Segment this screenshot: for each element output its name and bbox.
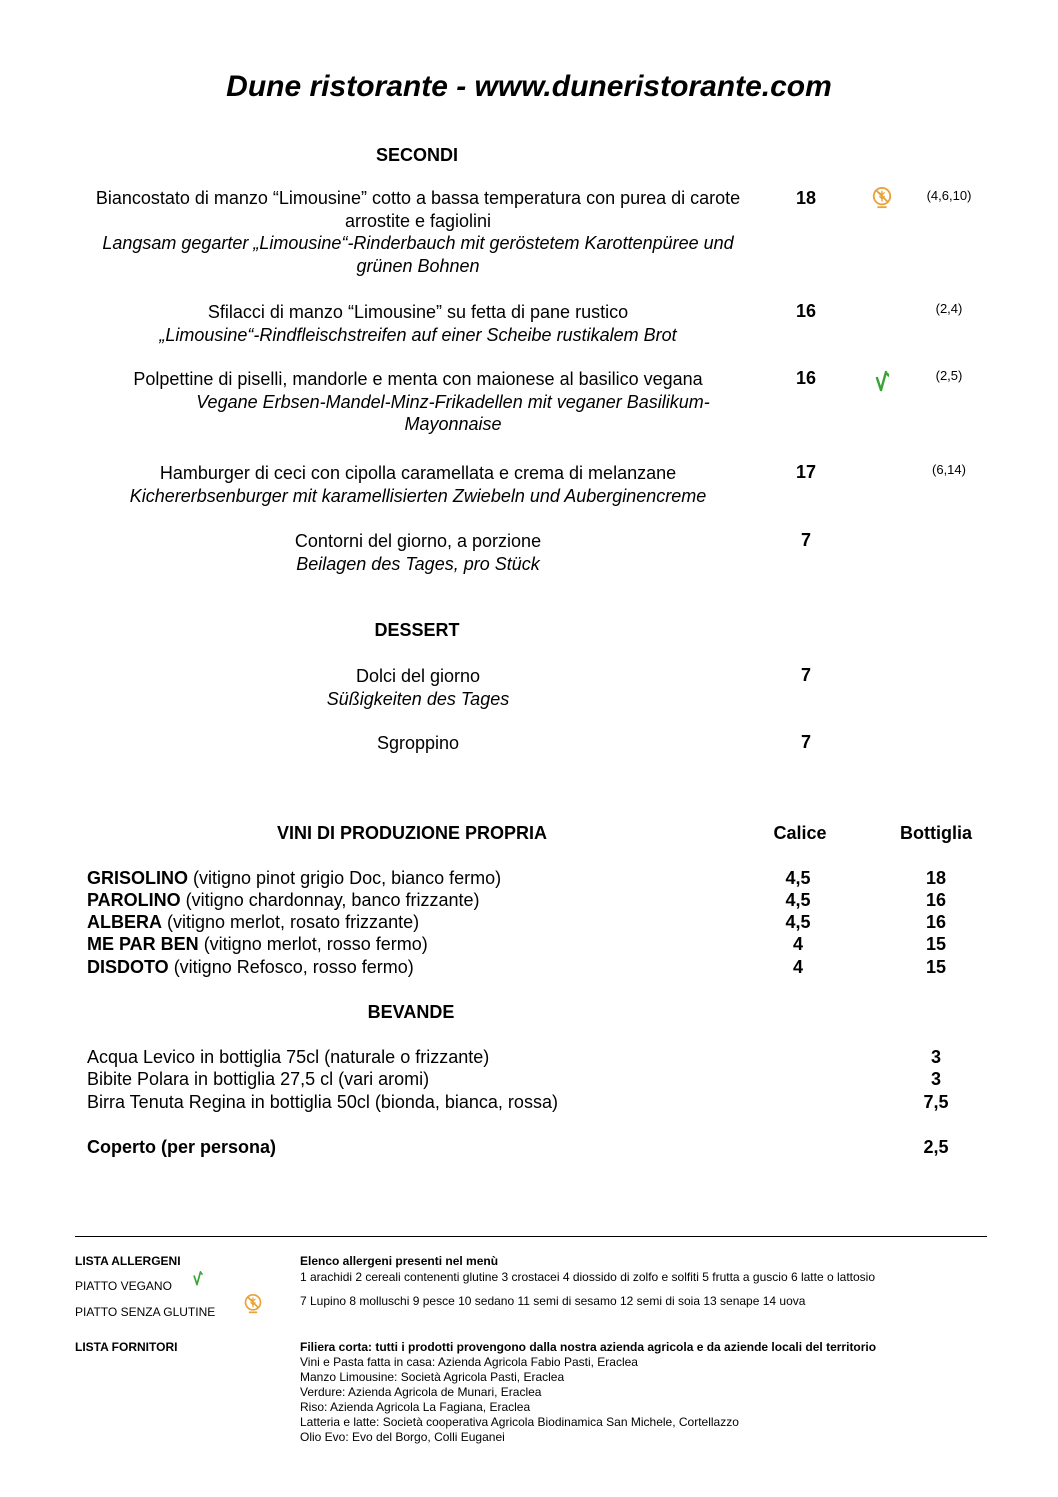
supplier-item: Vini e Pasta fatta in casa: Azienda Agricola Fabio Pasti, Eraclea — [300, 1355, 638, 1369]
wine-glass-price: 4,5 — [785, 890, 811, 910]
drink-price: 7,5 — [923, 1092, 949, 1112]
dish-price: 7 — [800, 665, 811, 685]
wine-bottle-price: 15 — [925, 934, 947, 954]
dish-allergens: (2,4) — [935, 301, 963, 316]
dish-name-it: Dolci del giorno — [355, 666, 481, 686]
wine-item — [87, 957, 414, 978]
dish-name-de: Süßigkeiten des Tages — [326, 688, 510, 709]
column-header-calice: Calice — [773, 823, 827, 843]
coperto-price: 2,5 — [923, 1137, 949, 1157]
dish-name-it: Sfilacci di manzo “Limousine” su fetta di pane rustico — [207, 302, 629, 322]
dish-name-it: Biancostato di manzo “Limousine” cotto a bassa temperatura con purea di carote arrostite e fagiolini — [95, 188, 741, 231]
supplier-item: Manzo Limousine: Società Agricola Pasti, Eraclea — [300, 1370, 565, 1384]
drink-item: Bibite Polara in bottiglia 27,5 cl (vari aromi) — [87, 1069, 430, 1089]
dish-name-it: Sgroppino — [376, 733, 460, 753]
wine-name: ALBERA — [87, 912, 162, 932]
dish-item — [80, 368, 756, 436]
vegan-sprout-icon — [190, 1269, 204, 1286]
wine-glass-price: 4 — [792, 957, 803, 977]
vegan-legend-label: PIATTO VEGANO — [75, 1279, 172, 1293]
supplier-item: Riso: Azienda Agricola La Fagiana, Eraclea — [300, 1400, 531, 1414]
dish-allergens: (6,14) — [932, 462, 966, 477]
drink-price: 3 — [930, 1047, 941, 1067]
dish-item — [80, 665, 756, 710]
wine-bottle-price: 15 — [925, 957, 947, 977]
dish-name-de: Beilagen des Tages, pro Stück — [296, 553, 540, 574]
allergen-list-label: LISTA ALLERGENI — [75, 1254, 181, 1268]
dish-name-de: Langsam gegarter „Limousine“-Rinderbauch mit geröstetem Karottenpüree und grünen Bohnen — [102, 233, 734, 276]
drink-item: Acqua Levico in bottiglia 75cl (naturale o frizzante) — [87, 1047, 490, 1067]
footer-divider — [75, 1236, 987, 1237]
dish-allergens: (2,5) — [935, 368, 963, 383]
coperto-label: Coperto (per persona) — [87, 1137, 277, 1157]
gluten-free-icon — [243, 1293, 263, 1315]
drink-price: 3 — [930, 1069, 941, 1089]
wine-desc: (vitigno merlot, rosato frizzante) — [162, 912, 420, 932]
dish-name-de: „Limousine“-Rindfleischstreifen auf einer Scheibe rustikalem Brot — [159, 324, 677, 345]
gluten-free-legend-label: PIATTO SENZA GLUTINE — [75, 1305, 216, 1319]
section-heading-secondi: SECONDI — [375, 145, 458, 165]
dish-item — [80, 462, 756, 507]
wine-item — [87, 912, 419, 933]
supplier-heading: Filiera corta: tutti i prodotti provengono dalla nostra azienda agricola e da aziende locali del territorio — [300, 1340, 877, 1354]
wine-item — [87, 890, 480, 911]
allergen-line: 7 Lupino 8 molluschi 9 pesce 10 sedano 11 semi di sesamo 12 semi di soia 13 senape 14 uova — [300, 1294, 806, 1308]
dish-item — [80, 187, 756, 277]
allergen-heading: Elenco allergeni presenti nel menù — [300, 1254, 499, 1268]
wine-name: DISDOTO — [87, 957, 169, 977]
wine-item — [87, 934, 428, 955]
wine-name: PAROLINO — [87, 890, 181, 910]
dish-allergens: (4,6,10) — [926, 188, 972, 203]
dish-item — [80, 530, 756, 575]
wine-bottle-price: 16 — [925, 890, 947, 910]
wine-glass-price: 4 — [792, 934, 803, 954]
wine-name: GRISOLINO — [87, 868, 189, 888]
column-header-bottiglia: Bottiglia — [900, 823, 972, 843]
dish-name-de: Vegane Erbsen-Mandel-Minz-Frikadellen mit veganer Basilikum-Mayonnaise — [196, 391, 710, 434]
section-heading-dessert: DESSERT — [374, 620, 460, 640]
dish-price: 18 — [795, 188, 817, 208]
supplier-item: Latteria e latte: Società cooperativa Agricola Biodinamica San Michele, Cortellazzo — [300, 1415, 739, 1429]
section-heading-vini: VINI DI PRODUZIONE PROPRIA — [276, 823, 548, 843]
section-heading-bevande: BEVANDE — [367, 1002, 455, 1022]
dish-item — [80, 732, 756, 755]
wine-bottle-price: 18 — [925, 868, 947, 888]
supplier-item: Olio Evo: Evo del Borgo, Colli Euganei — [300, 1430, 505, 1444]
drink-item: Birra Tenuta Regina in bottiglia 50cl (bionda, bianca, rossa) — [87, 1092, 558, 1112]
wine-glass-price: 4,5 — [785, 912, 811, 932]
wine-name: ME PAR BEN — [87, 934, 199, 954]
vegan-sprout-icon — [871, 368, 891, 392]
wine-desc: (vitigno merlot, rosso fermo) — [198, 934, 428, 954]
wine-glass-price: 4,5 — [785, 868, 811, 888]
dish-price: 7 — [800, 732, 811, 752]
allergen-line: 1 arachidi 2 cereali contenenti glutine 3 crostacei 4 diossido di zolfo e solfiti 5 frutta a guscio 6 latte o lattosio — [300, 1270, 875, 1284]
dish-price: 17 — [795, 462, 817, 482]
dish-price: 7 — [800, 530, 811, 550]
dish-item — [80, 301, 756, 346]
wine-bottle-price: 16 — [925, 912, 947, 932]
wine-desc: (vitigno pinot grigio Doc, bianco fermo) — [188, 868, 502, 888]
wine-desc: (vitigno Refosco, rosso fermo) — [168, 957, 414, 977]
dish-name-it: Hamburger di ceci con cipolla caramellata e crema di melanzane — [159, 463, 677, 483]
page-title: Dune ristorante - www.duneristorante.com — [226, 70, 832, 103]
dish-name-it: Contorni del giorno, a porzione — [294, 531, 542, 551]
gluten-free-icon — [871, 186, 893, 210]
wine-desc: (vitigno chardonnay, banco frizzante) — [180, 890, 480, 910]
dish-name-de: Kichererbsenburger mit karamellisierten Zwiebeln und Auberginencreme — [129, 485, 707, 506]
supplier-list-label: LISTA FORNITORI — [75, 1340, 178, 1354]
dish-price: 16 — [795, 368, 817, 388]
wine-item — [87, 868, 501, 889]
dish-name-it: Polpettine di piselli, mandorle e menta con maionese al basilico vegana — [133, 369, 703, 389]
supplier-item: Verdure: Azienda Agricola de Munari, Eraclea — [300, 1385, 542, 1399]
dish-price: 16 — [795, 301, 817, 321]
